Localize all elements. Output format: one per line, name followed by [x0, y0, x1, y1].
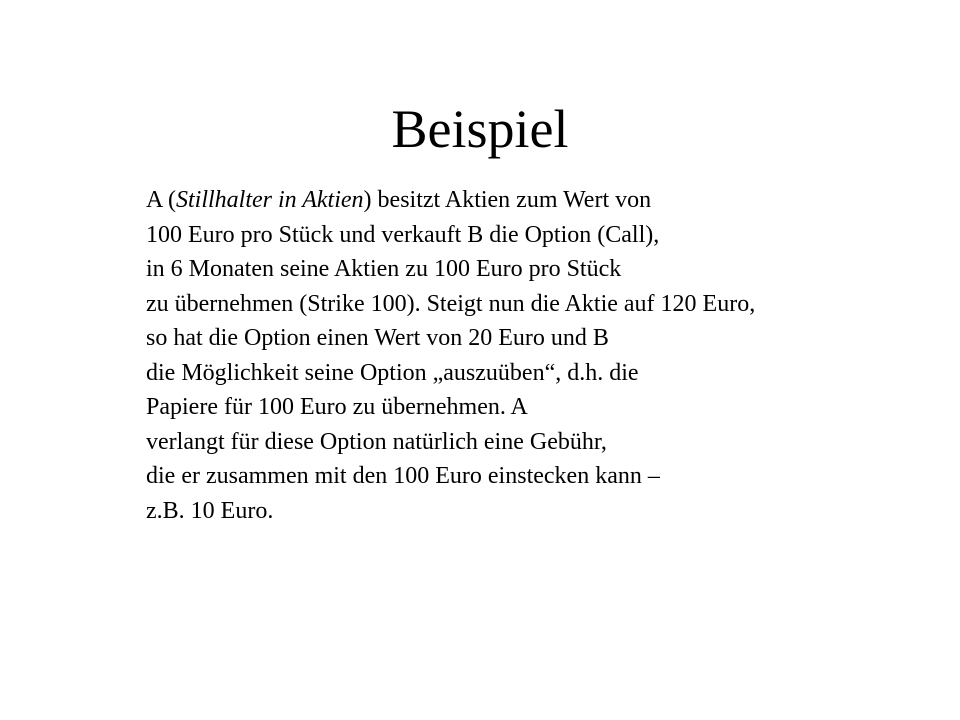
body-line-10: z.B. 10 Euro.	[146, 497, 274, 524]
body-line-1	[146, 183, 956, 218]
body-line-1-prefix: A (	[146, 187, 176, 213]
body-line-8: verlangt für diese Option natürlich eine Gebühr,	[146, 428, 607, 455]
body-line-9: die er zusammen mit den 100 Euro einstecken kann –	[146, 463, 660, 489]
slide-title: Beispiel	[391, 99, 569, 159]
body-line-1-italic: Stillhalter in Aktien	[176, 187, 364, 213]
body-line-5: so hat die Option einen Wert von 20 Euro und B	[146, 325, 609, 351]
slide-body	[146, 183, 956, 528]
body-line-6: die Möglichkeit seine Option „auszuüben“, d.h. die	[146, 359, 639, 386]
body-line-4: zu übernehmen (Strike 100). Steigt nun die Aktie auf 120 Euro,	[146, 290, 756, 317]
body-line-3: in 6 Monaten seine Aktien zu 100 Euro pro Stück	[146, 256, 622, 282]
body-line-2: 100 Euro pro Stück und verkauft B die Option (Call),	[146, 221, 660, 248]
body-line-1-suffix: ) besitzt Aktien zum Wert von	[363, 187, 652, 213]
body-line-7: Papiere für 100 Euro zu übernehmen. A	[146, 394, 528, 420]
